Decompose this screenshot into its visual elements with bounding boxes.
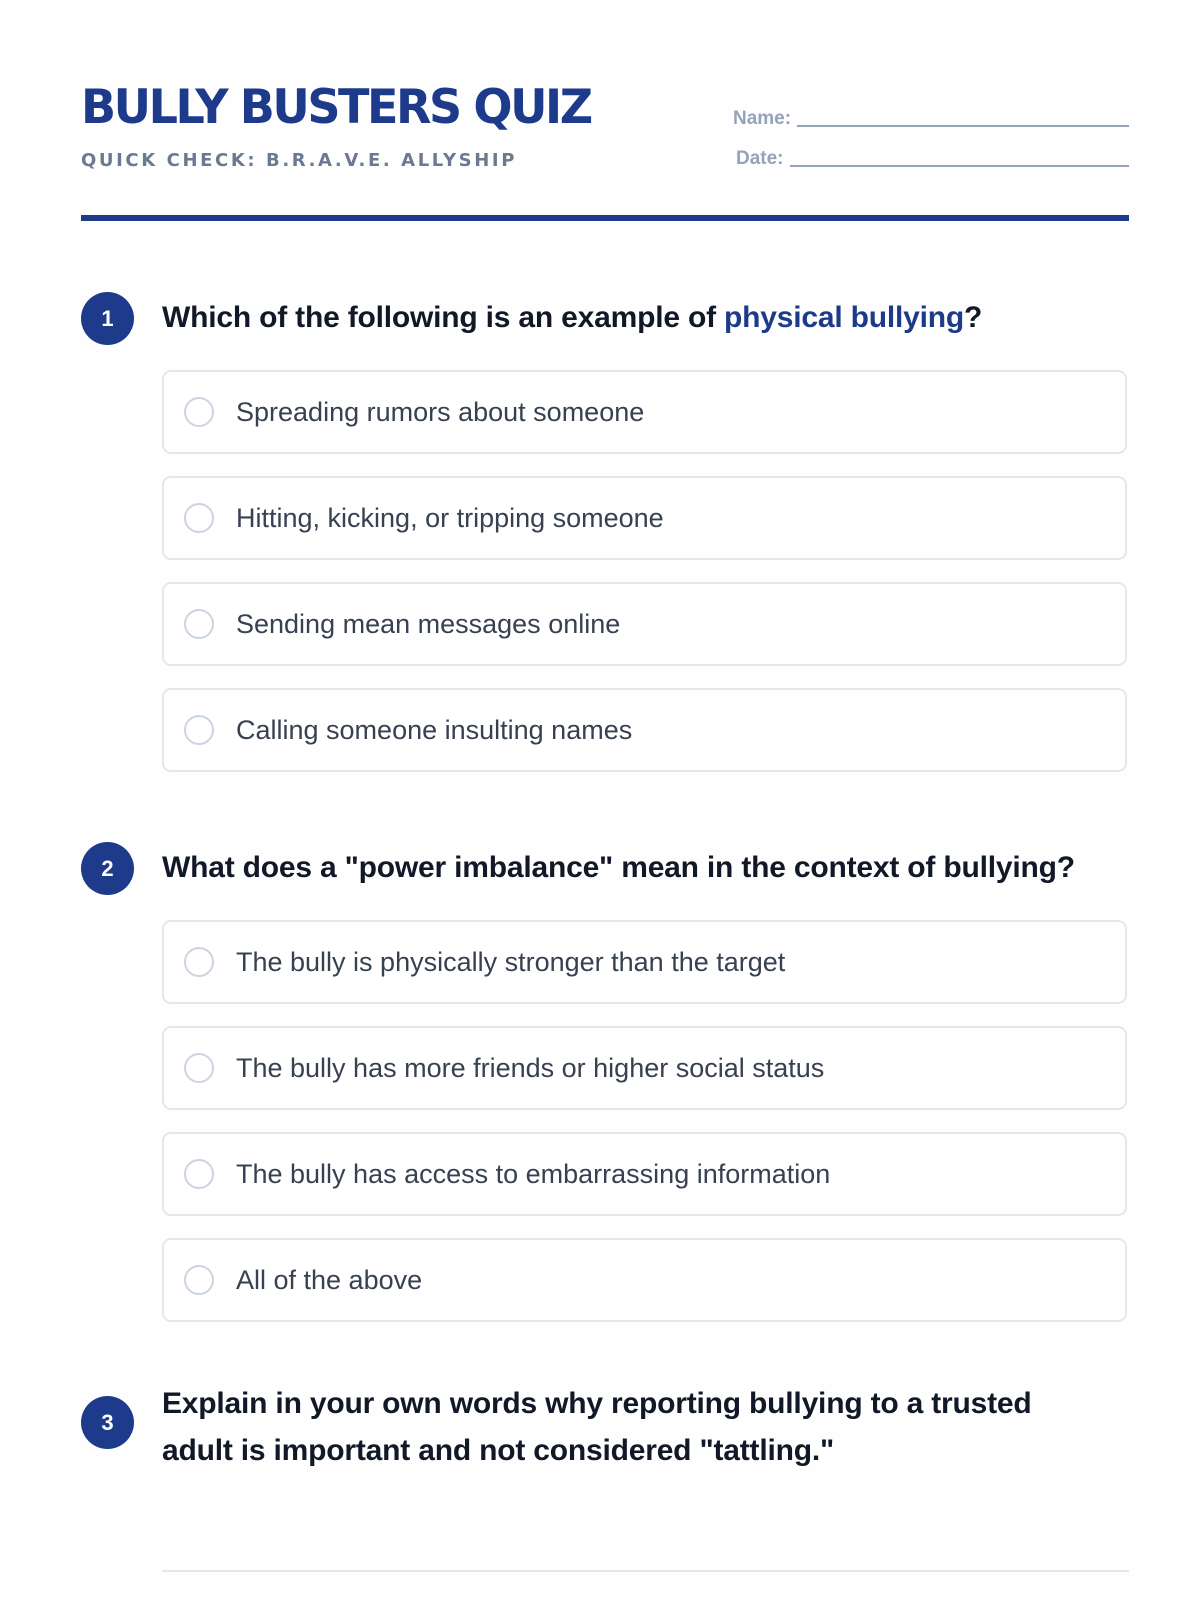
quiz-title: BULLY BUSTERS QUIZ (81, 80, 591, 135)
name-line[interactable] (797, 124, 1129, 127)
question-text-end: ? (964, 301, 983, 334)
quiz-header (81, 78, 1129, 178)
date-field[interactable] (736, 146, 1129, 170)
option-label: Sending mean messages online (236, 608, 621, 639)
answer-writing-line[interactable] (162, 1570, 1129, 1572)
answer-option[interactable] (162, 1026, 1127, 1110)
option-label: Hitting, kicking, or tripping someone (236, 502, 664, 533)
radio-button[interactable] (184, 609, 214, 639)
answer-option[interactable] (162, 582, 1127, 666)
name-label: Name: (733, 108, 792, 129)
answer-option[interactable] (162, 920, 1127, 1004)
option-label: Spreading rumors about someone (236, 396, 645, 427)
question-text-start: Which of the following is an example of (162, 301, 725, 334)
option-label: Calling someone insulting names (236, 714, 633, 745)
header-divider (81, 215, 1129, 221)
option-label: The bully has access to embarrassing information (236, 1158, 831, 1189)
name-field[interactable] (733, 106, 1129, 130)
answer-option[interactable] (162, 1132, 1127, 1216)
date-label: Date: (736, 148, 784, 169)
radio-button[interactable] (184, 1053, 214, 1083)
question-text: What does a "power imbalance" mean in the context of bullying? (162, 851, 1075, 884)
quiz-subtitle: QUICK CHECK: B.R.A.V.E. ALLYSHIP (81, 150, 517, 171)
radio-button[interactable] (184, 503, 214, 533)
question-keyword: physical bullying (724, 301, 965, 334)
radio-button[interactable] (184, 1159, 214, 1189)
date-line[interactable] (790, 164, 1129, 167)
radio-button[interactable] (184, 397, 214, 427)
option-label: The bully is physically stronger than the target (236, 946, 786, 977)
question-number-badge: 2 (81, 842, 134, 895)
option-label: The bully has more friends or higher social status (236, 1052, 825, 1083)
radio-button[interactable] (184, 1265, 214, 1295)
radio-button[interactable] (184, 715, 214, 745)
question-number-badge: 1 (81, 292, 134, 345)
question-text (162, 294, 982, 341)
answer-option[interactable] (162, 476, 1127, 560)
answer-option[interactable] (162, 688, 1127, 772)
answer-option[interactable] (162, 1238, 1127, 1322)
answer-option[interactable] (162, 370, 1127, 454)
question-text: Explain in your own words why reporting bullying to a trusted adult is important and not considered "tattling." (162, 1387, 1032, 1467)
option-label: All of the above (236, 1264, 423, 1295)
question-number-badge: 3 (81, 1396, 134, 1449)
radio-button[interactable] (184, 947, 214, 977)
